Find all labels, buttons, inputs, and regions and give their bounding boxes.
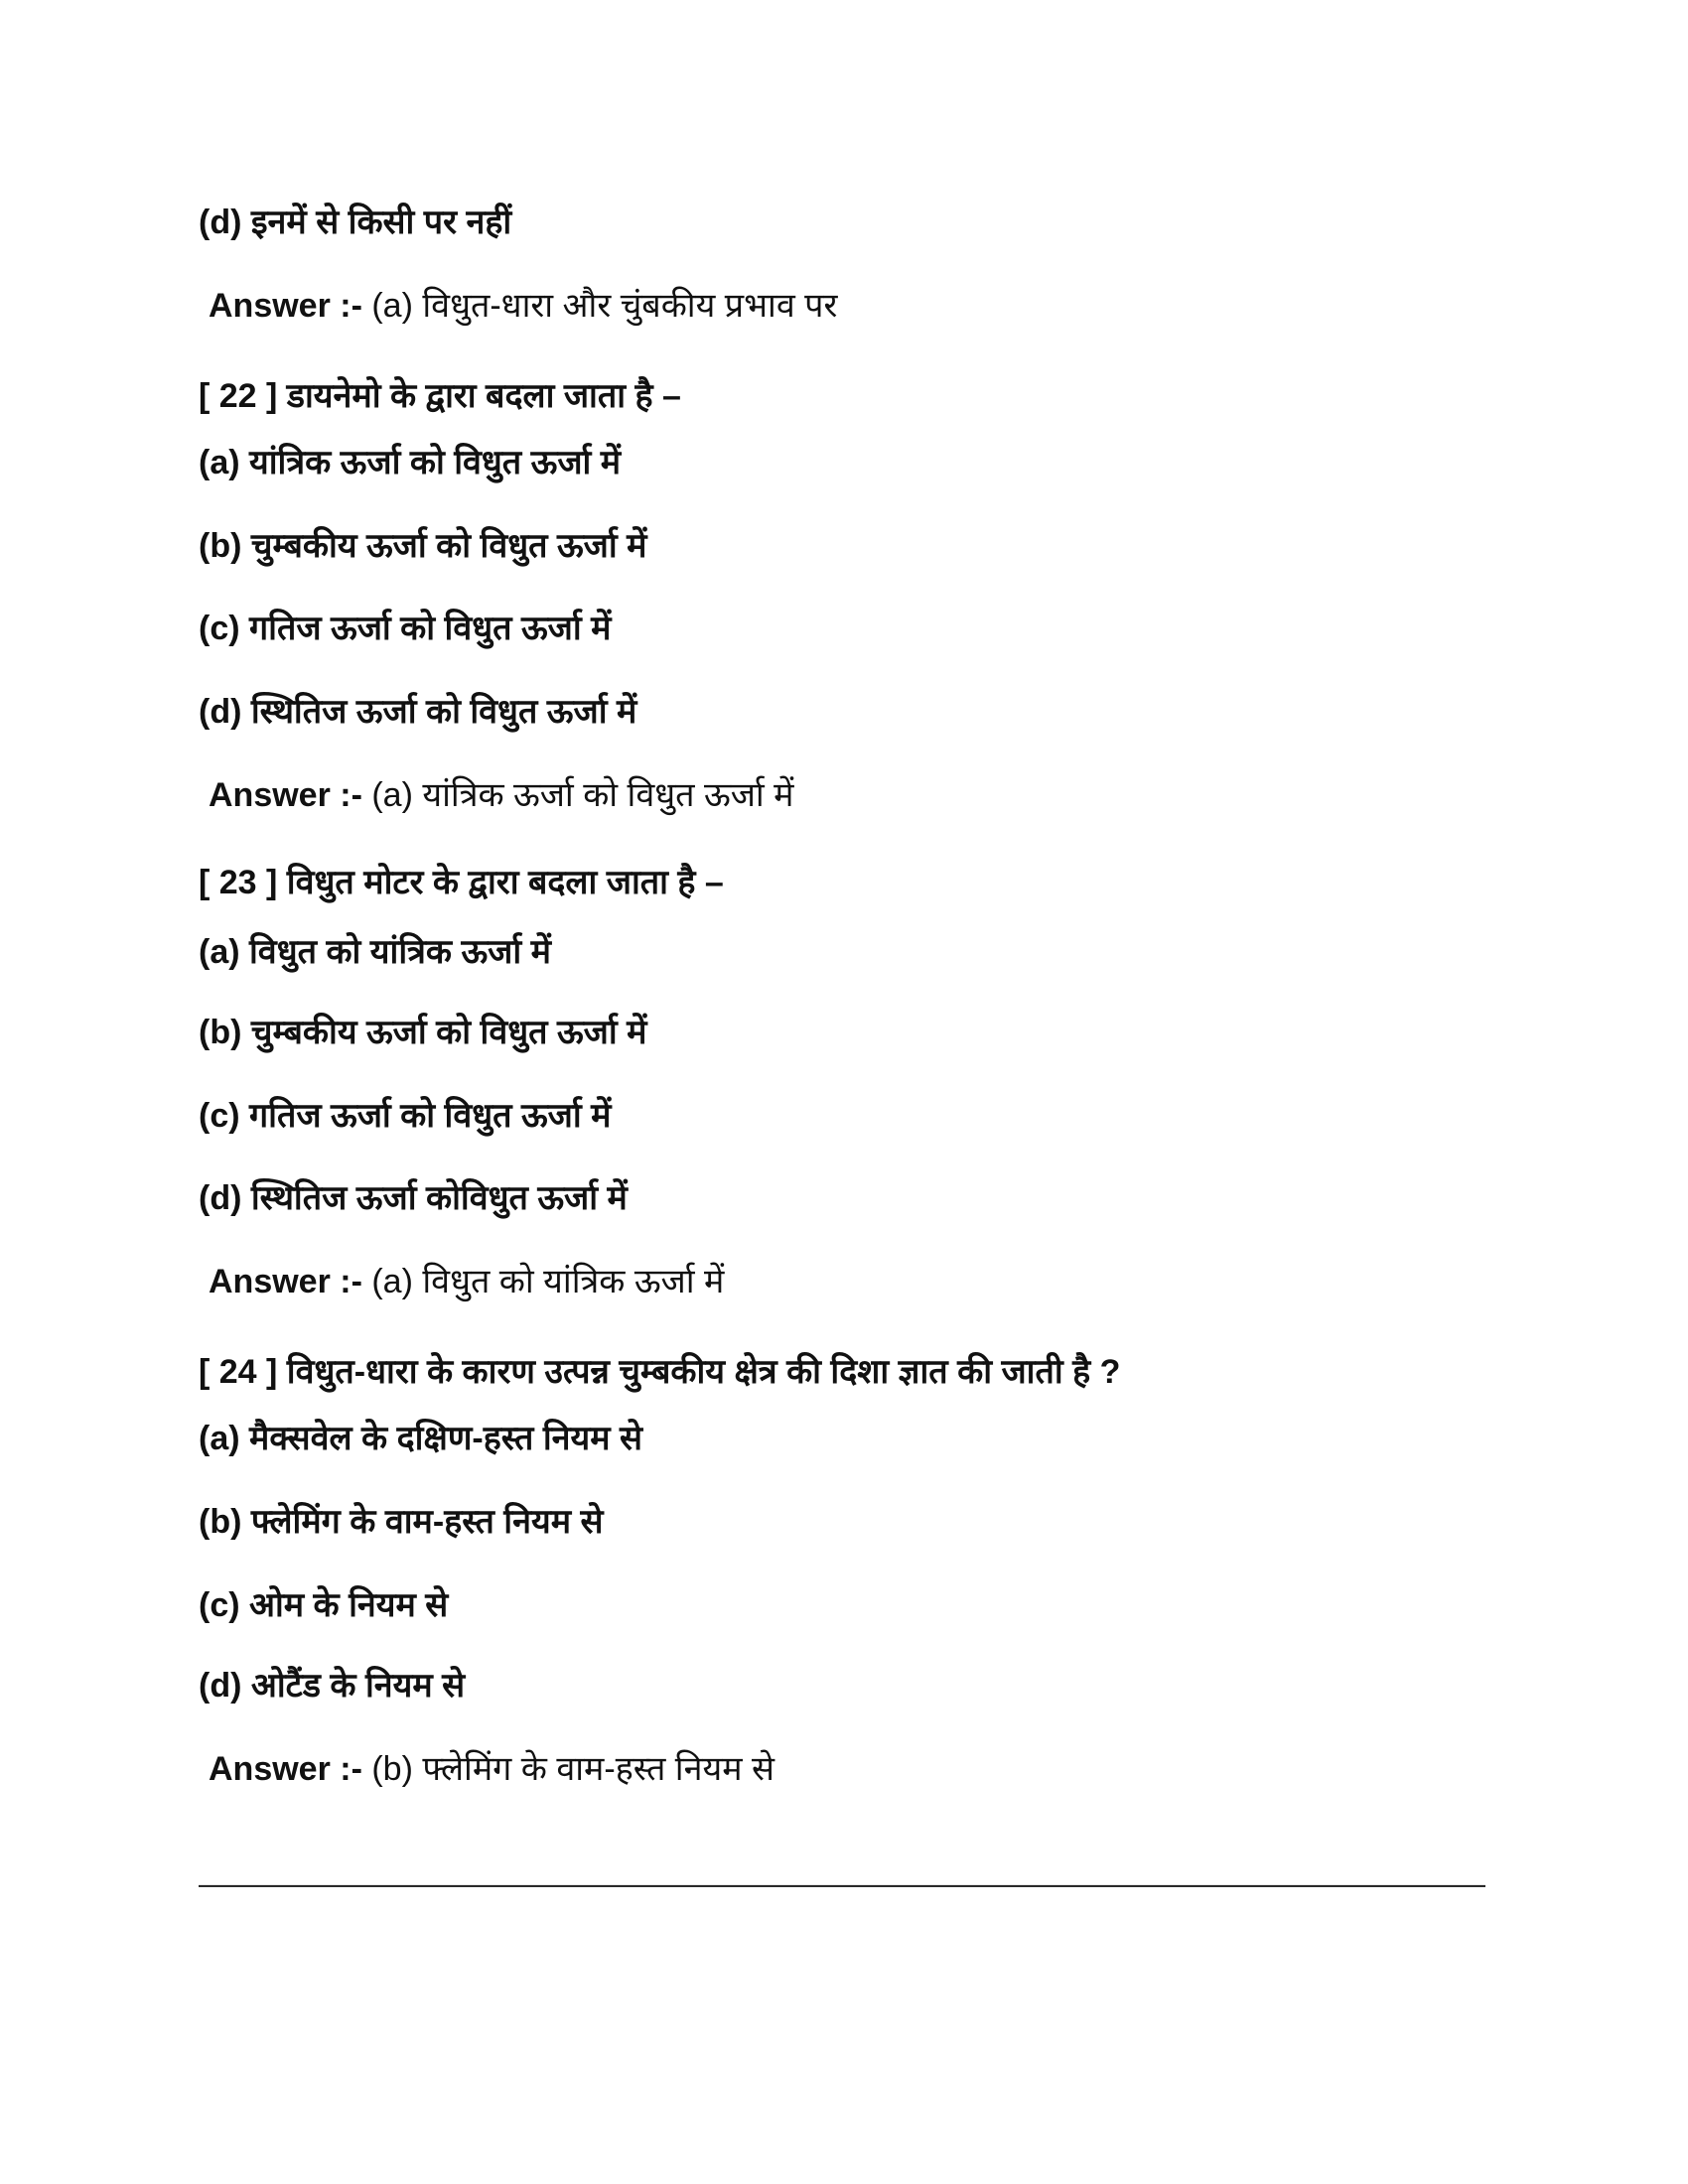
q22-option-d: (d) स्थितिज ऊर्जा को विधुत ऊर्जा में xyxy=(199,693,637,731)
answer-text: (a) विधुत-धारा और चुंबकीय प्रभाव पर xyxy=(371,287,838,325)
q23-option-b: (b) चुम्बकीय ऊर्जा को विधुत ऊर्जा में xyxy=(199,1014,647,1051)
q22-option-a: (a) यांत्रिक ऊर्जा को विधुत ऊर्जा में xyxy=(199,444,622,481)
answer-label: Answer :- xyxy=(209,287,372,325)
q24-answer xyxy=(209,1747,774,1791)
q22-answer xyxy=(209,773,794,817)
q22-option-c: (c) गतिज ऊर्जा को विधुत ऊर्जा में xyxy=(199,610,612,647)
q22-question: [ 22 ] डायनेमो के द्वारा बदला जाता है – xyxy=(199,377,681,415)
answer-label: Answer :- xyxy=(209,776,372,814)
answer-label: Answer :- xyxy=(209,1263,372,1300)
q24-option-c: (c) ओम के नियम से xyxy=(199,1586,449,1624)
q23-option-c: (c) गतिज ऊर्जा को विधुत ऊर्जा में xyxy=(199,1097,612,1135)
q23-question: [ 23 ] विधुत मोटर के द्वारा बदला जाता है – xyxy=(199,864,724,901)
q24-option-d: (d) ओटैंड के नियम से xyxy=(199,1667,466,1705)
answer-text: (a) विधुत को यांत्रिक ऊर्जा में xyxy=(371,1263,725,1300)
q24-option-b: (b) फ्लेमिंग के वाम-हस्त नियम से xyxy=(199,1503,604,1541)
q23-option-a: (a) विधुत को यांत्रिक ऊर्जा में xyxy=(199,933,551,971)
answer-text: (b) फ्लेमिंग के वाम-हस्त नियम से xyxy=(371,1750,774,1788)
q23-option-d: (d) स्थितिज ऊर्जा कोविधुत ऊर्जा में xyxy=(199,1179,628,1217)
answer-text: (a) यांत्रिक ऊर्जा को विधुत ऊर्जा में xyxy=(371,776,794,814)
q24-option-a: (a) मैक्सवेल के दक्षिण-हस्त नियम से xyxy=(199,1420,643,1457)
q21-option-d: (d) इनमें से किसी पर नहीं xyxy=(199,204,512,241)
answer-label: Answer :- xyxy=(209,1750,372,1788)
q24-question: [ 24 ] विधुत-धारा के कारण उत्पन्न चुम्बकीय क्षेत्र की दिशा ज्ञात की जाती है ? xyxy=(199,1353,1121,1391)
q23-answer xyxy=(209,1260,724,1303)
q22-option-b: (b) चुम्बकीय ऊर्जा को विधुत ऊर्जा में xyxy=(199,527,647,565)
q21-answer xyxy=(209,284,837,328)
horizontal-divider xyxy=(199,1884,1485,1887)
